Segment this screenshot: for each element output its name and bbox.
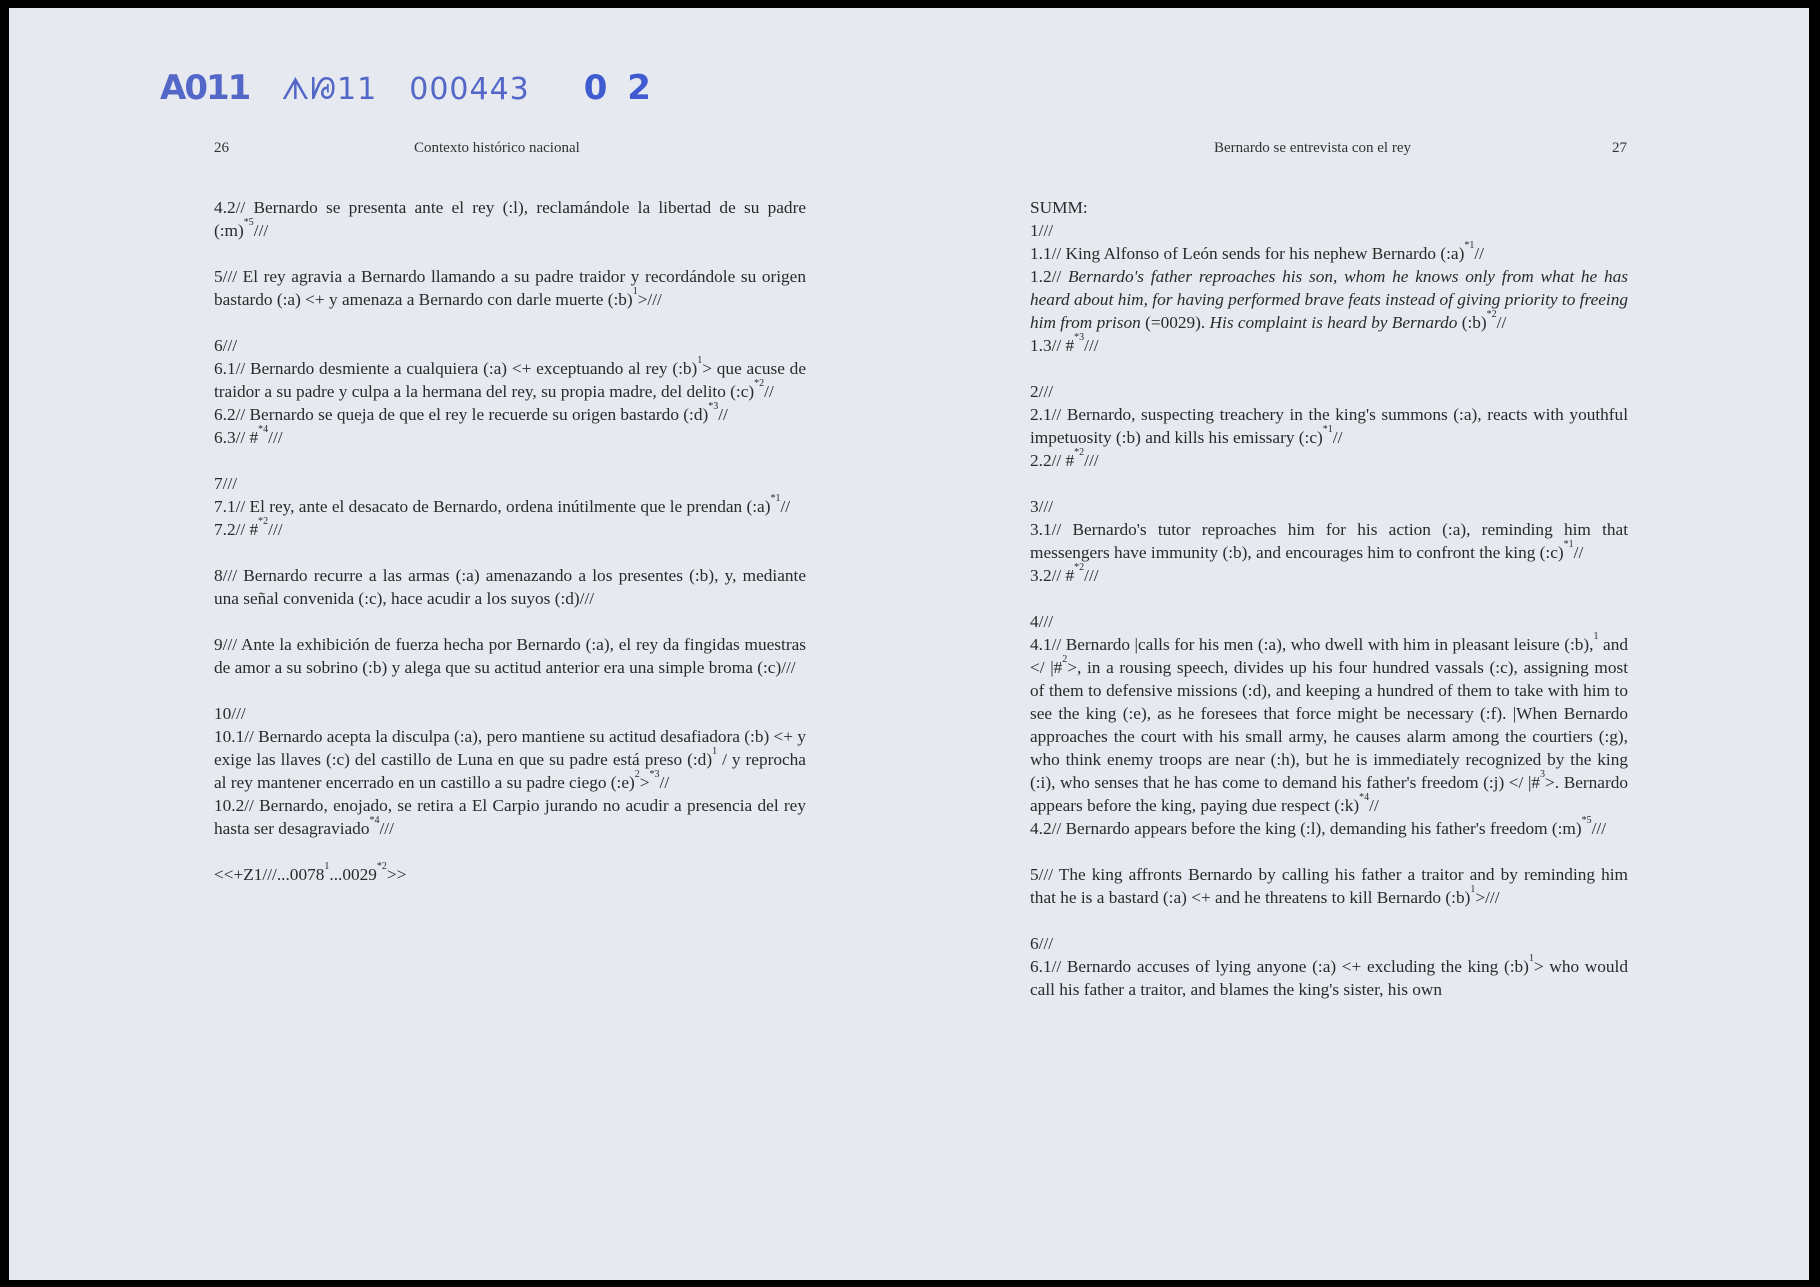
paragraph-7-1: 7.1// El rey, ante el desacato de Bernardo, ordena inútilmente que le prendan (:a)$^{*1}$// [214, 493, 791, 516]
paragraph-8: 8/// Bernardo recurre a las armas (:a) amenazando a los presentes (:b), y, mediante una señal convenida (:c), hace acudir a los suyos (:d)/// [214, 566, 806, 608]
paragraph-5: 5/// El rey agravia a Bernardo llamando a su padre traidor y recordándole su origen bastardo (:a) <+ y amenaza a Bernardo con darle muerte (:b)$^1$>/// [214, 267, 806, 309]
right-running-head: Bernardo se entrevista con el rey [1214, 140, 1411, 156]
paragraph-3-2: 3.2// #$^{*2}$/// [1030, 562, 1099, 585]
section-1-heading: 1/// [1030, 221, 1054, 240]
paragraph-6-3: 6.3// #$^{*4}$/// [214, 424, 283, 447]
stamp-code-1: A011 [160, 68, 250, 108]
paragraph-10-1: 10.1// Bernardo acepta la disculpa (:a), pero mantiene su actitud desafiadora (:b) <+ y exige las llaves (:c) del castillo de Luna en que su padre está preso (:d)$^1$ / y reprocha al rey mantener encerrado en un castillo a su padre ciego (:e)$^2$>$^{*3}$// [214, 727, 806, 792]
right-page-body [1030, 196, 1628, 1001]
paragraph-6-1: 6.1// Bernardo desmiente a cualquiera (:a) <+ exceptuando al rey (:b)$^1$> que acuse de traidor a su padre y culpa a la hermana del rey, su propia madre, del delito (:c)$^{*2}$// [214, 355, 806, 401]
paragraph-4-2: 4.2// Bernardo se presenta ante el rey (:l), reclamándole la libertad de su padre (:m)$^{*5}$/// [214, 198, 806, 240]
paragraph-2-2: 2.2// #$^{*2}$/// [1030, 447, 1099, 470]
summary-label: SUMM: [1030, 198, 1088, 217]
right-page-number: 27 [1612, 140, 1627, 156]
paragraph-4-1: 4.1// Bernardo |calls for his men (:a), who dwell with him in pleasant leisure (:b),$^1$ and </ |#$^2$>, in a rousing speech, divides up his four hundred vassals (:c), assigning most of them to defensive missions (:d), and keeping a hundred of them to take with him to see the king (:e), as he foresees that force might be necessary (:f). |When Bernardo approaches the court with his small army, he causes alarm among the courtiers (:g), who think enemy troops are near (:h), but he is immediately recognized by the king (:i), who senses that he has come to demand his father's freedom (:j) </ |#$^3$>. Bernardo appears before the king, paying due respect (:k)$^{*4}$// [1030, 631, 1628, 815]
section-2-heading: 2/// [1030, 382, 1054, 401]
section-6-heading: 6/// [214, 336, 238, 355]
section-4-heading: 4/// [1030, 612, 1054, 631]
section-7-heading: 7/// [214, 474, 238, 493]
section-6-heading-en: 6/// [1030, 934, 1054, 953]
section-10-heading: 10/// [214, 704, 246, 723]
paragraph-10-2: 10.2// Bernardo, enojado, se retira a El Carpio jurando no acudir a presencia del rey hasta ser desagraviado$^{*4}$/// [214, 796, 806, 838]
paragraph-4-2-en: 4.2// Bernardo appears before the king (:l), demanding his father's freedom (:m)$^{*5}$/// [1030, 815, 1607, 838]
left-running-head: Contexto histórico nacional [414, 140, 580, 156]
left-page-number: 26 [214, 140, 229, 156]
paragraph-3-1: 3.1// Bernardo's tutor reproaches him for his action (:a), reminding him that messengers have immunity (:b), and encourages him to confront the king (:c)$^{*1}$// [1030, 520, 1628, 562]
section-3-heading: 3/// [1030, 497, 1054, 516]
paragraph-1-3: 1.3// #$^{*3}$/// [1030, 332, 1099, 355]
paragraph-2-1: 2.1// Bernardo, suspecting treachery in the king's summons (:a), reacts with youthful impetuosity (:b) and kills his emissary (:c)$^{*1}$// [1030, 405, 1628, 447]
stamp-code-3: 000443 [409, 72, 530, 107]
paragraph-9: 9/// Ante la exhibición de fuerza hecha por Bernardo (:a), el rey da fingidas muestras de amor a su sobrino (:b) y alega que su actitud anterior era una simple broma (:c)/// [214, 635, 806, 677]
paragraph-6-1-en: 6.1// Bernardo accuses of lying anyone (:a) <+ excluding the king (:b)$^1$> who would call his father a traitor, and blames the king's sister, his own [1030, 953, 1628, 999]
paragraph-5-en: 5/// The king affronts Bernardo by calling his father a traitor and by reminding him that he is a bastard (:a) <+ and he threatens to kill Bernardo (:b)$^1$>/// [1030, 865, 1628, 907]
cross-references: $<<+Z1///...0078^1...0029^{*2}>>$ [214, 861, 407, 884]
paragraph-1-2: 1.2// Bernardo's father reproaches his son, whom he knows only from what he has heard about him, for having performed brave feats instead of giving priority to freeing him from prison (=0029). His complaint is heard by Bernardo (:b)$^{*2}$// [1030, 267, 1628, 332]
stamp-code-2: ᗑᘘ11 [281, 72, 378, 107]
stamp-code-4: 0 2 [583, 68, 655, 108]
paragraph-1-1: 1.1// King Alfonso of León sends for his nephew Bernardo (:a)$^{*1}$// [1030, 240, 1484, 263]
ink-stamp [160, 68, 687, 108]
left-page-body [214, 196, 806, 886]
paragraph-7-2: 7.2// #$^{*2}$/// [214, 516, 283, 539]
paragraph-6-2: 6.2// Bernardo se queja de que el rey le recuerde su origen bastardo (:d)$^{*3}$// [214, 401, 728, 424]
